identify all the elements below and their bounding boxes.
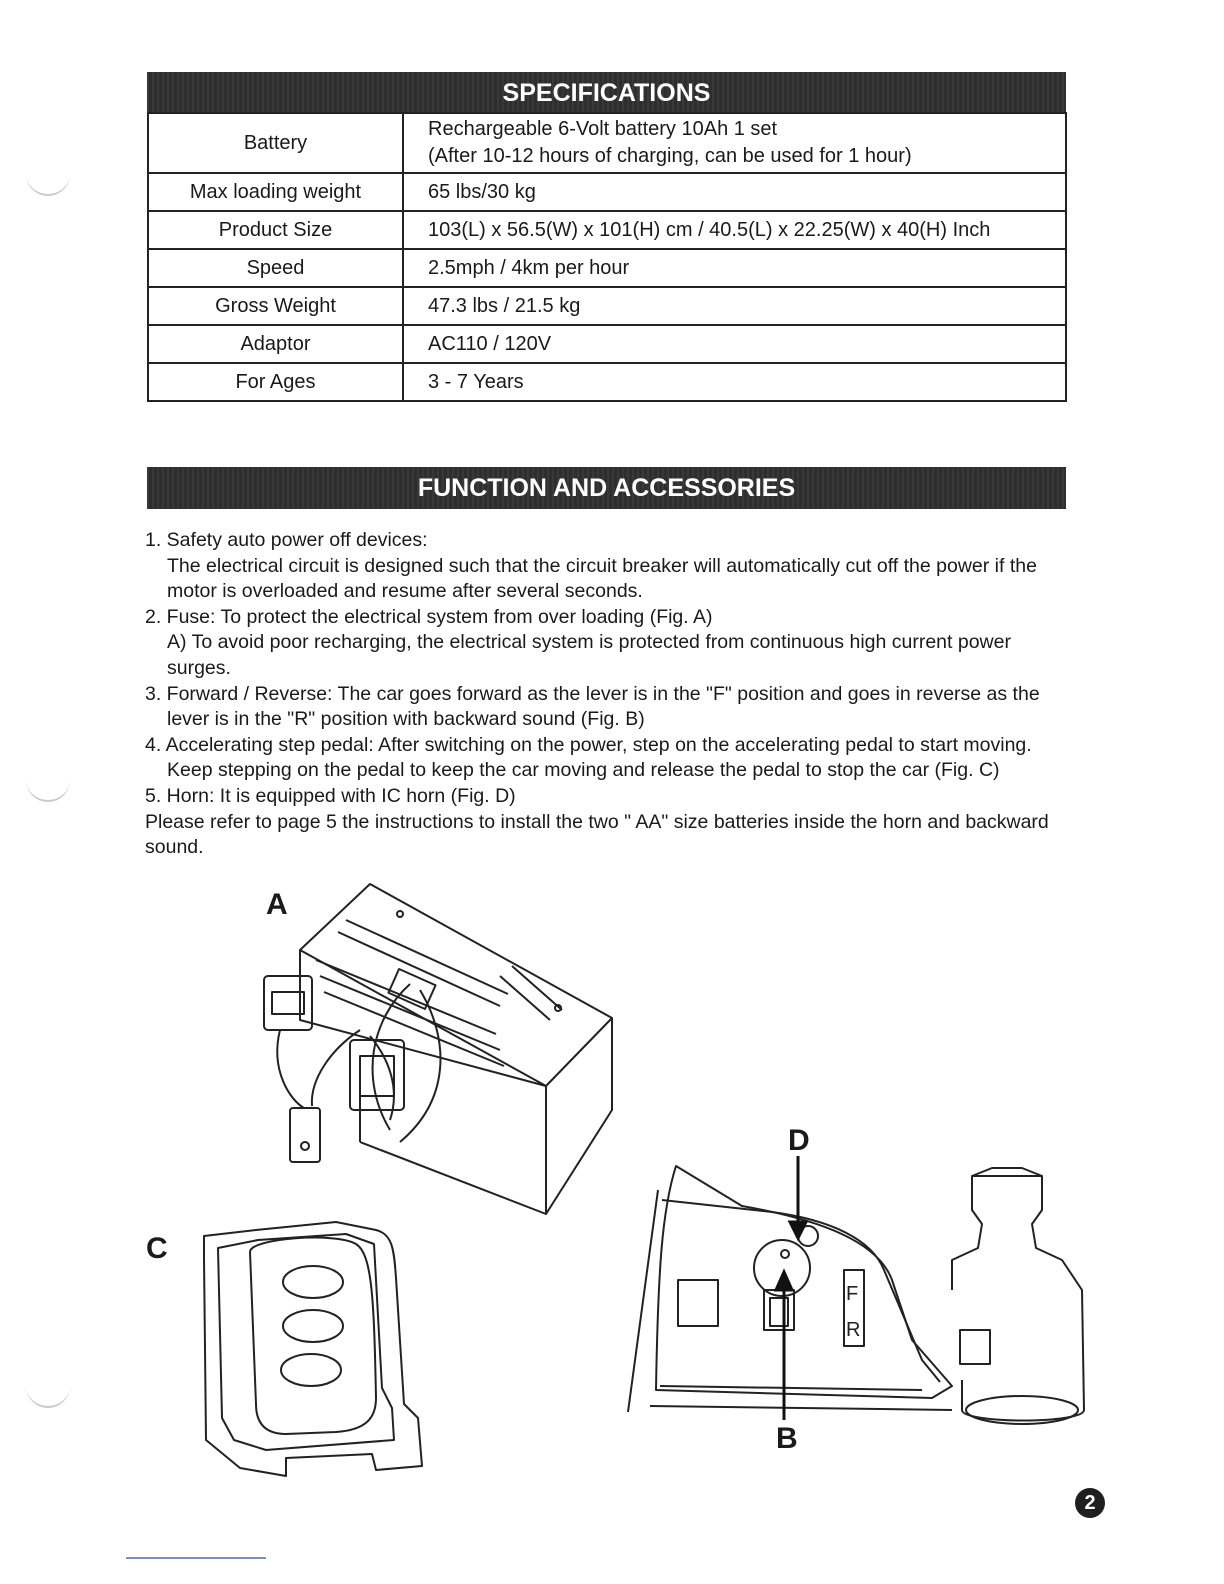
- spec-value: 65 lbs/30 kg: [403, 173, 1066, 211]
- spec-row: [148, 325, 1066, 363]
- spec-row: [148, 211, 1066, 249]
- figure-label-b: B: [776, 1422, 798, 1455]
- pointer-arrows: [760, 1150, 820, 1430]
- list-item-detail: A) To avoid poor recharging, the electrical system is protected from continuous high current power surges.: [167, 631, 1011, 679]
- page-number-badge: 2: [1075, 1488, 1105, 1518]
- spec-value: 103(L) x 56.5(W) x 101(H) cm / 40.5(L) x 22.25(W) x 40(H) Inch: [403, 211, 1066, 249]
- spec-label: Product Size: [148, 211, 403, 249]
- spec-value: 3 - 7 Years: [403, 363, 1066, 401]
- pedal-illustration: [196, 1218, 428, 1480]
- punch-hole-top: [26, 166, 70, 196]
- lever-r-marking: R: [846, 1319, 861, 1341]
- function-list: [145, 528, 1065, 861]
- list-item-detail: The electrical circuit is designed such that the circuit breaker will automatically cut off the power if the motor is overloaded and resume after several seconds.: [167, 554, 1037, 603]
- figure-label-d: D: [788, 1124, 810, 1157]
- figure-label-c: C: [146, 1232, 168, 1265]
- spec-value-line: (After 10-12 hours of charging, can be used for 1 hour): [428, 145, 912, 167]
- spec-value: 2.5mph / 4km per hour: [403, 249, 1066, 287]
- list-item: 5. Horn: It is equipped with IC horn (Fig. D): [145, 784, 516, 807]
- list-item: 4. Accelerating step pedal: After switching on the power, step on the accelerating pedal to start moving. Keep stepping on the pedal to keep the car moving and release the pedal to stop the car (Fig. C): [145, 733, 1032, 782]
- spec-row: [148, 287, 1066, 325]
- battery-illustration: [250, 880, 630, 1220]
- spec-row: [148, 173, 1066, 211]
- spec-row: [148, 113, 1066, 173]
- spec-row: [148, 249, 1066, 287]
- function-header: FUNCTION AND ACCESSORIES: [147, 467, 1066, 509]
- list-item: 1. Safety auto power off devices:: [145, 529, 428, 551]
- spec-label: Adaptor: [148, 325, 403, 363]
- spec-label: Max loading weight: [148, 173, 403, 211]
- dashboard-illustration: [622, 1150, 1102, 1440]
- spec-label: Battery: [148, 113, 403, 173]
- footer-line: [126, 1557, 266, 1559]
- spec-value: 47.3 lbs / 21.5 kg: [403, 287, 1066, 325]
- spec-row: [148, 363, 1066, 401]
- specifications-table: [147, 112, 1067, 402]
- spec-label: Speed: [148, 249, 403, 287]
- figure-label-a: A: [266, 888, 288, 921]
- punch-hole-bottom: [26, 1378, 70, 1408]
- punch-hole-middle: [26, 772, 70, 802]
- lever-f-marking: F: [846, 1283, 859, 1305]
- spec-label: Gross Weight: [148, 287, 403, 325]
- specifications-header: SPECIFICATIONS: [147, 72, 1066, 114]
- list-item: 3. Forward / Reverse: The car goes forward as the lever is in the "F" position and goes in reverse as the lever is in the "R" position with backward sound (Fig. B): [145, 682, 1040, 731]
- spec-value: AC110 / 120V: [403, 325, 1066, 363]
- spec-label: For Ages: [148, 363, 403, 401]
- list-item: 2. Fuse: To protect the electrical system from over loading (Fig. A): [145, 605, 713, 628]
- spec-value: [403, 113, 1066, 173]
- install-note: Please refer to page 5 the instructions to install the two " AA" size batteries inside the horn and backward sound.: [145, 810, 1049, 859]
- spec-value-line: Rechargeable 6-Volt battery 10Ah 1 set: [428, 118, 778, 140]
